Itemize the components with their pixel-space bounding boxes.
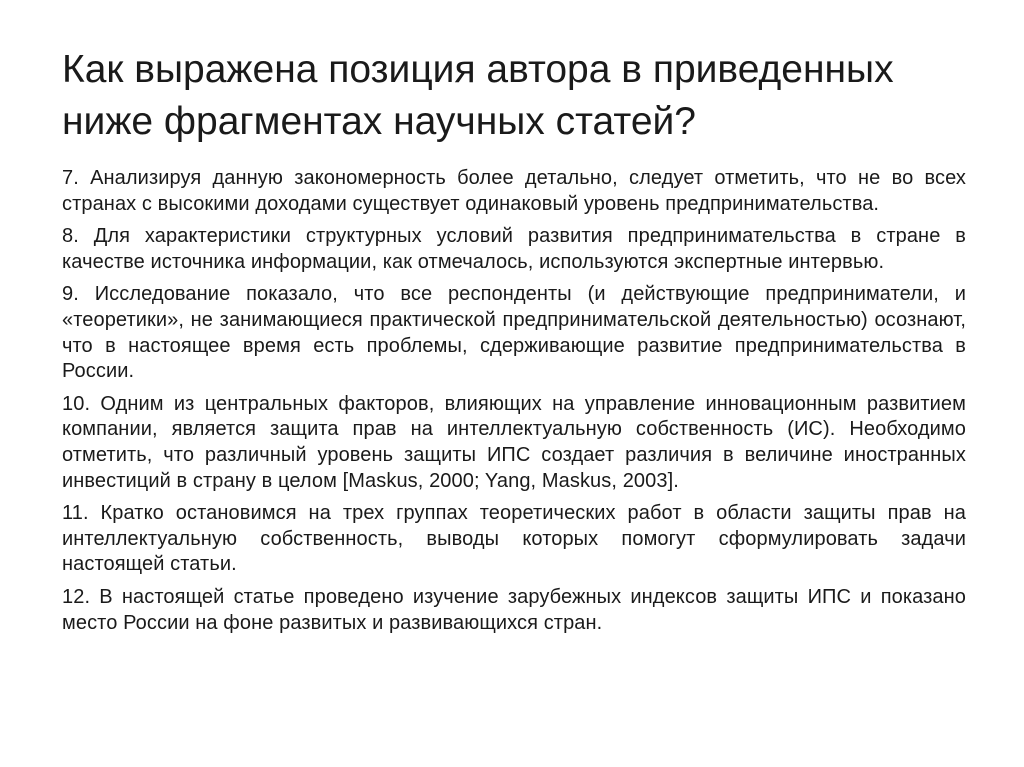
- fragment-item-11: 11. Кратко остановимся на трех группах теоретических работ в области защиты прав на интеллектуальную собственность, выводы которых помогут сформулировать задачи настоящей статьи.: [62, 502, 966, 576]
- slide-title: Как выражена позиция автора в приведенных ниже фрагментах научных статей?: [62, 48, 894, 143]
- fragment-list: [62, 166, 966, 643]
- fragment-item-10: 10. Одним из центральных факторов, влияющих на управление инновационным развитием компании, является защита прав на интеллектуальную собственность (ИС). Необходимо отметить, что различный уровень защиты ИПС создает различия в величине иностранных инвестиций в страну в целом [Maskus, 2000; Yang, Maskus, 2003].: [62, 392, 966, 492]
- fragment-item-8: 8. Для характеристики структурных условий развития предпринимательства в стране в качестве источника информации, как отмечалось, используются экспертные интервью.: [62, 225, 966, 273]
- fragment-item-7: 7. Анализируя данную закономерность более детально, следует отметить, что не во всех странах с высокими доходами существует одинаковый уровень предпринимательства.: [62, 167, 966, 215]
- fragment-item-9: 9. Исследование показало, что все респонденты (и действующие предприниматели, и «теоретики», не занимающиеся практической предпринимательской деятельностью) осознают, что в настоящее время есть проблемы, сдерживающие развитие предпринимательства в России.: [62, 283, 966, 383]
- fragment-item-12: 12. В настоящей статье проведено изучение зарубежных индексов защиты ИПС и показано место России на фоне развитых и развивающихся стран.: [62, 585, 966, 634]
